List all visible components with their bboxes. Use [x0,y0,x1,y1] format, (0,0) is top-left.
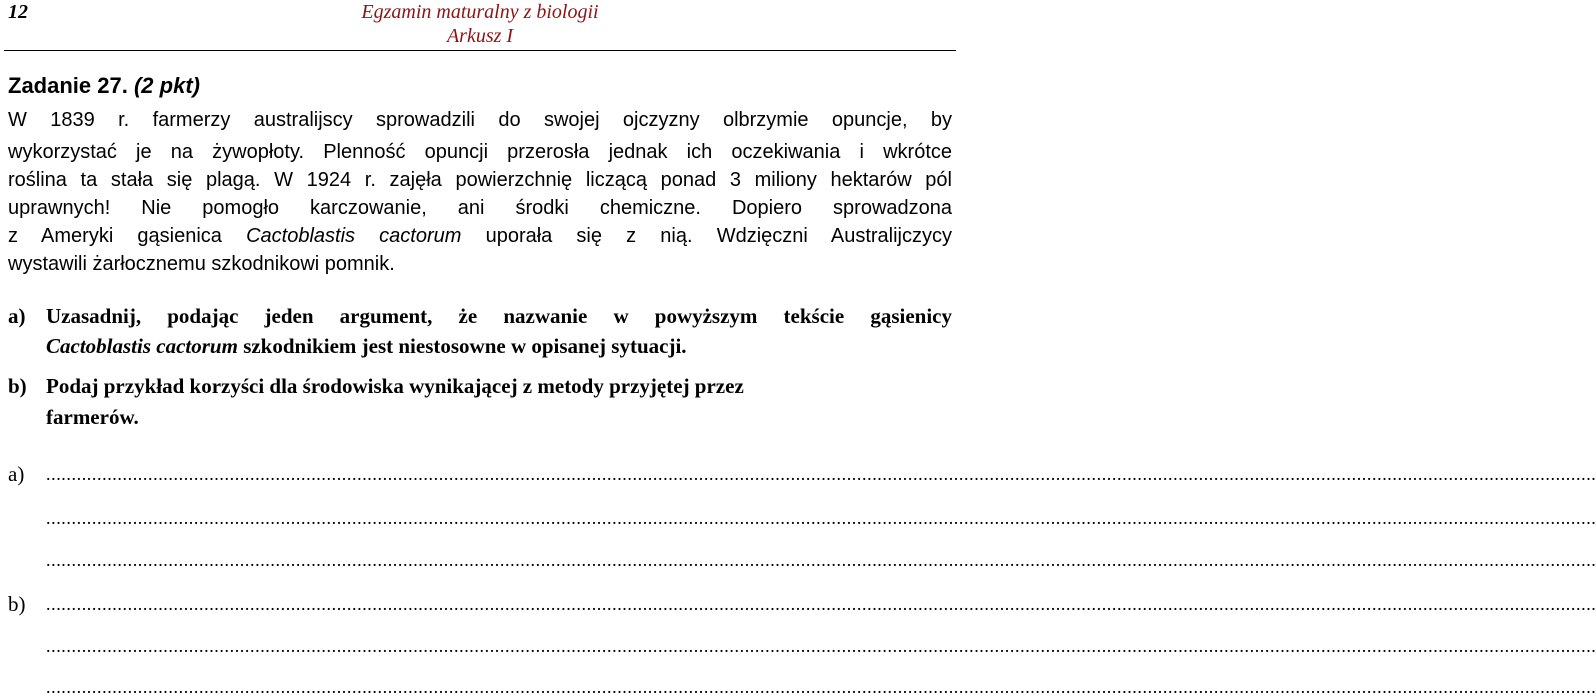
task-heading [8,73,200,99]
species-name: Cactoblastis cactorum [246,225,462,247]
answer-a-line-2[interactable]: ................................................................................................................................................................................................................................................................................................................ [46,508,1596,528]
answer-b-line-3[interactable]: ................................................................................................................................................................................................................................................................................................................ [46,677,1596,697]
answer-a-line-3[interactable]: ................................................................................................................................................................................................................................................................................................................ [46,550,1596,570]
task-text-line-5-start: z Ameryki gąsienica [8,225,247,247]
question-a-line-1 [8,303,952,329]
question-a-text-rest: szkodnikiem jest niestosowne w opisanej sytuacji. [237,334,687,358]
question-a-species: Cactoblastis cactorum [46,334,238,358]
answer-a-line-1[interactable]: ................................................................................................................................................................................................................................................................................................................ [46,464,1596,484]
question-b-line-1 [8,373,952,399]
answer-b-line-2[interactable]: ................................................................................................................................................................................................................................................................................................................ [46,636,1596,656]
task-number: Zadanie 27. [8,73,128,98]
question-a-text: Uzasadnij, podając jeden argument, że nazwanie w powyższym tekście gąsienicy [46,304,952,328]
task-text-line-1: W 1839 r. farmerzy australijscy sprowadzili do swojej ojczyzny olbrzymie opuncje, by [8,109,952,131]
page-number: 12 [8,1,28,23]
task-text-line-3: roślina ta stała się plagą. W 1924 r. zajęła powierzchnię liczącą ponad 3 miliony hektarów pól [8,169,952,191]
question-b-text: Podaj przykład korzyści dla środowiska wynikającej z metody przyjętej przez [46,374,744,398]
task-text-line-2: wykorzystać je na żywopłoty. Plenność opuncji przerosła jednak ich oczekiwania i wkrótce [8,141,952,163]
question-a-label: a) [8,304,26,328]
question-a-line-2 [46,333,952,359]
question-b-label: b) [8,374,27,398]
exam-title: Egzamin maturalny z biologii [361,1,599,23]
header-divider [4,50,956,51]
task-text-line-5 [8,224,952,248]
task-text-line-4: uprawnych! Nie pomogło karczowanie, ani środki chemiczne. Dopiero sprowadzona [8,197,952,219]
answer-b-label: b) [8,592,26,616]
task-points: (2 pkt) [133,73,200,98]
answer-a-label: a) [8,462,25,486]
task-text-line-6: wystawili żarłocznemu szkodnikowi pomnik. [8,253,395,275]
task-text-line-5-end: uporała się z nią. Wdzięczni Australijczycy [461,225,952,247]
answer-b-line-1[interactable]: ................................................................................................................................................................................................................................................................................................................ [46,594,1596,614]
question-b-line-2: farmerów. [46,405,139,429]
exam-sheet: Arkusz I [446,25,514,47]
